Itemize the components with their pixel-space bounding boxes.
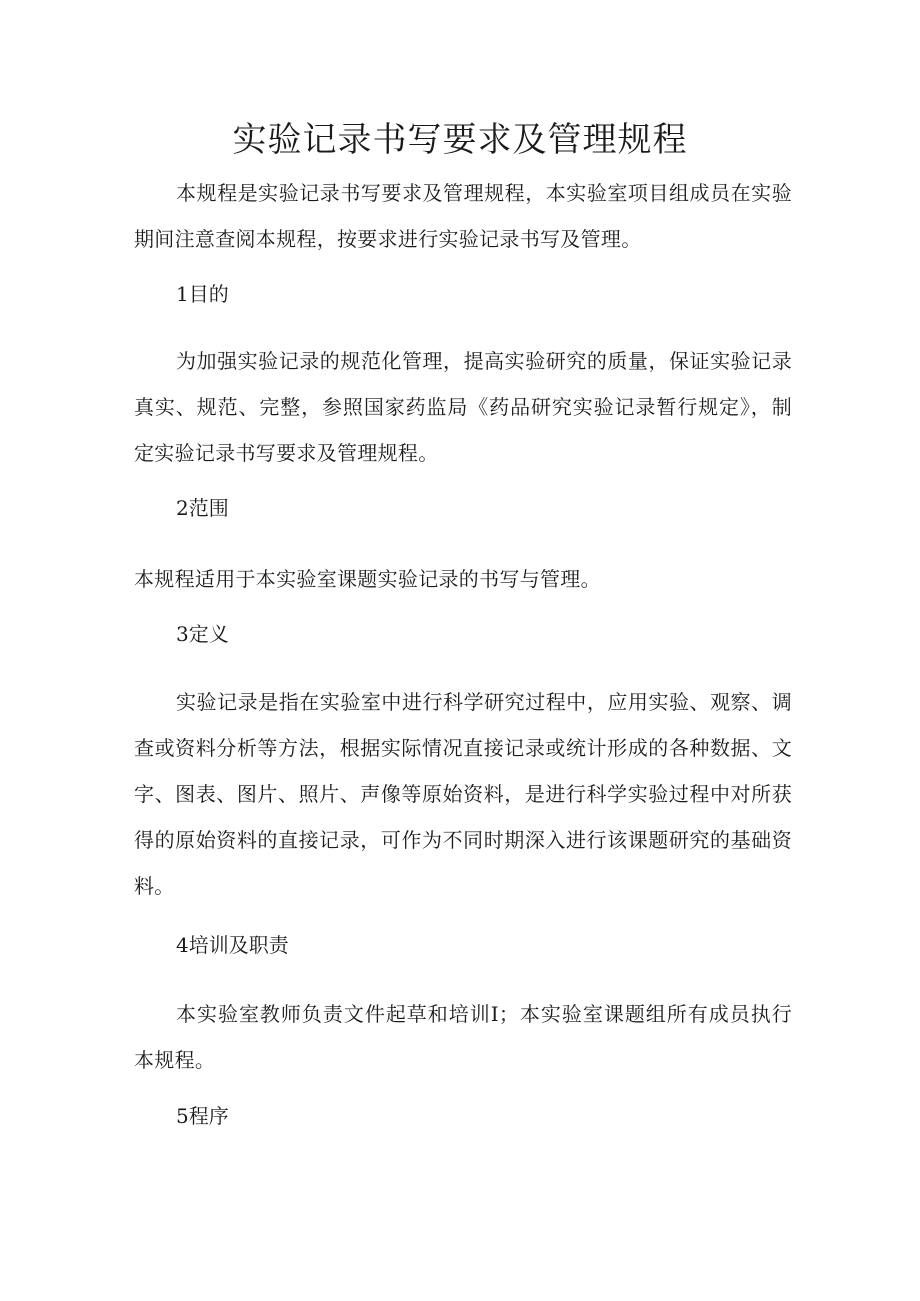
section-body-definition: 实验记录是指在实验室中进行科学研究过程中，应用实验、观察、调查或资料分析等方法，根据实际情况直接记录或统计形成的各种数据、文字、图表、图片、照片、声像等原始资料，是进行科学实验过程中对所获得的原始资料的直接记录，可作为不同时期深入进行该课题研究的基础资料。 [134, 690, 792, 898]
document-title: 实验记录书写要求及管理规程 [232, 120, 688, 160]
section-heading-scope: 2范围 [176, 496, 229, 520]
section-heading-definition: 3定义 [176, 622, 229, 646]
section-heading-training: 4培训及职责 [176, 933, 289, 957]
section-heading-purpose: 1目的 [176, 282, 229, 306]
section-heading-procedure: 5程序 [176, 1104, 229, 1128]
intro-paragraph: 本规程是实验记录书写要求及管理规程，本实验室项目组成员在实验期间注意查阅本规程，按要求进行实验记录书写及管理。 [134, 181, 792, 251]
section-body-training: 本实验室教师负责文件起草和培训I；本实验室课题组所有成员执行本规程。 [134, 1002, 792, 1072]
section-body-scope: 本规程适用于本实验室课题实验记录的书写与管理。 [134, 567, 601, 591]
section-body-purpose: 为加强实验记录的规范化管理，提高实验研究的质量，保证实验记录真实、规范、完整，参照国家药监局《药品研究实验记录暂行规定》，制定实验记录书写要求及管理规程。 [134, 349, 792, 465]
